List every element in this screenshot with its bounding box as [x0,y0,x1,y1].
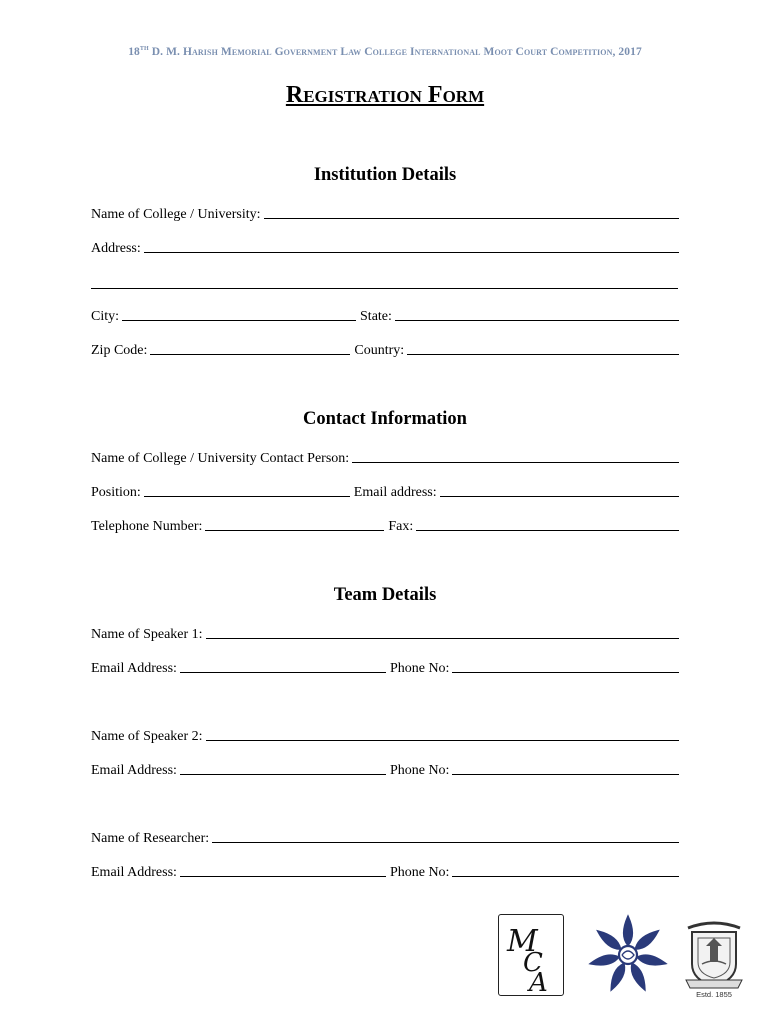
email-field[interactable] [440,496,679,497]
contact-person-field[interactable] [352,462,679,463]
estd-text: Estd. 1855 [696,990,732,999]
star-emblem-icon [588,914,668,996]
svg-text:C: C [523,948,543,978]
competition-header [0,46,770,58]
team-heading: Team Details [333,585,437,605]
address-line-2-field[interactable] [91,288,678,289]
researcher-field[interactable] [212,842,679,843]
researcher-phone-label: Phone No: [389,865,450,880]
contact-heading: Contact Information [303,409,467,429]
speaker1-contact-row [91,655,679,677]
speaker1-field[interactable] [206,638,679,639]
state-label: State: [360,309,392,324]
position-label: Position: [91,485,141,500]
header-title: D. M. Harish Memorial Government Law College International Moot Court Competition, 2017 [151,46,642,58]
fax-field[interactable] [416,530,679,531]
speaker2-row [91,723,679,745]
speaker2-field[interactable] [206,740,679,741]
speaker1-phone-label: Phone No: [389,661,450,676]
header-ordinal: 18 [128,46,140,58]
researcher-email-label: Email Address: [91,865,177,880]
logo-strip [496,912,756,1012]
city-field[interactable] [122,320,356,321]
speaker1-label: Name of Speaker 1: [91,627,203,642]
speaker1-phone-field[interactable] [452,672,679,673]
country-field[interactable] [407,354,679,355]
researcher-label: Name of Researcher: [91,831,210,846]
researcher-email-field[interactable] [180,876,386,877]
zip-label: Zip Code: [91,343,148,358]
researcher-contact-row [91,859,679,881]
address-field[interactable] [144,252,679,253]
contact-person-row [91,445,679,467]
speaker2-contact-row [91,757,679,779]
speaker2-phone-field[interactable] [452,774,679,775]
fax-label: Fax: [388,519,414,534]
page-title: Registration Form [285,82,485,108]
college-name-field[interactable] [264,218,679,219]
speaker1-email-field[interactable] [180,672,386,673]
svg-text:A: A [529,968,548,995]
zip-country-row [91,337,679,359]
speaker1-email-label: Email Address: [91,661,177,676]
telephone-label: Telephone Number: [91,519,203,534]
state-field[interactable] [395,320,679,321]
address-label: Address: [91,241,141,256]
speaker1-row [91,621,679,643]
speaker2-phone-label: Phone No: [389,763,450,778]
email-label: Email address: [353,485,437,500]
speaker2-label: Name of Speaker 2: [91,729,203,744]
country-label: Country: [354,343,405,358]
college-name-row [91,201,679,223]
svg-text:M: M [507,924,538,959]
position-email-row [91,479,679,501]
address-row [91,235,679,257]
zip-field[interactable] [150,354,350,355]
city-state-row [91,303,679,325]
institution-heading: Institution Details [313,165,457,185]
researcher-phone-field[interactable] [452,876,679,877]
telephone-fax-row [91,513,679,535]
researcher-row [91,825,679,847]
college-name-label: Name of College / University: [91,207,261,222]
telephone-field[interactable] [205,530,384,531]
contact-person-label: Name of College / University Contact Person: [91,451,350,466]
city-label: City: [91,309,120,324]
mca-monogram-icon [498,914,564,996]
speaker2-email-label: Email Address: [91,763,177,778]
position-field[interactable] [144,496,350,497]
header-ordinal-suffix: TH [139,46,149,53]
speaker2-email-field[interactable] [180,774,386,775]
